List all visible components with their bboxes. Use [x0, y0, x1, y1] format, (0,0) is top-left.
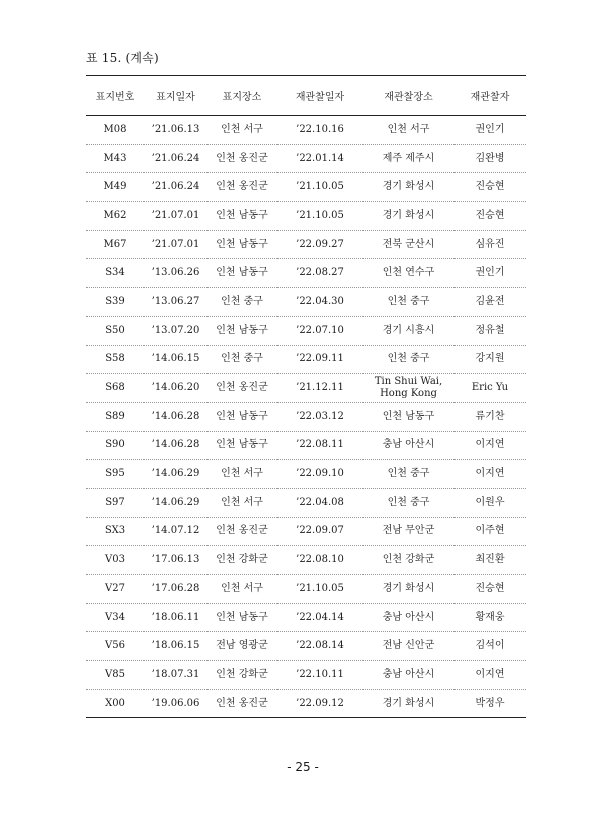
header-resight-location: 재관찰장소 [363, 76, 454, 116]
band-location-cell: 인천 옹진군 [207, 517, 277, 546]
observer-cell: 김윤전 [454, 288, 526, 317]
band-id-cell: S90 [86, 431, 144, 460]
resight-date-cell: ’22.04.14 [277, 603, 363, 632]
band-id-cell: S34 [86, 259, 144, 288]
observer-cell: 진승현 [454, 202, 526, 231]
header-observer: 재관찰자 [454, 76, 526, 116]
band-id-cell: M43 [86, 144, 144, 173]
table-row [86, 546, 526, 575]
band-location-cell: 인천 중구 [207, 288, 277, 317]
observer-cell: 진승현 [454, 575, 526, 604]
band-date-cell: ’13.06.27 [144, 288, 207, 317]
table-caption: 표 15. (계속) [86, 51, 159, 65]
band-id-cell: S58 [86, 345, 144, 374]
observer-cell: 류기찬 [454, 402, 526, 431]
band-id-cell: V85 [86, 661, 144, 690]
resight-location-cell: 인천 중구 [363, 345, 454, 374]
band-location-cell: 인천 옹진군 [207, 689, 277, 718]
resight-date-cell: ’22.09.27 [277, 230, 363, 259]
band-id-cell: M08 [86, 116, 144, 145]
observer-cell: 최진환 [454, 546, 526, 575]
band-location-cell: 인천 남동구 [207, 202, 277, 231]
band-id-cell: S50 [86, 316, 144, 345]
table-header [86, 76, 526, 116]
resight-location-cell: 경기 화성시 [363, 689, 454, 718]
resight-location-cell: 인천 서구 [363, 116, 454, 145]
table-row [86, 575, 526, 604]
resight-location-cell: 충남 아산시 [363, 431, 454, 460]
table-row [86, 460, 526, 489]
resight-date-cell: ’22.01.14 [277, 144, 363, 173]
resight-date-cell: ’22.10.11 [277, 661, 363, 690]
header-row [86, 76, 526, 116]
table-row [86, 517, 526, 546]
band-location-cell: 인천 서구 [207, 460, 277, 489]
band-id-cell: X00 [86, 689, 144, 718]
observer-cell: 김완병 [454, 144, 526, 173]
resight-date-cell: ’21.10.05 [277, 173, 363, 202]
table-row [86, 374, 526, 403]
resight-date-cell: ’22.08.10 [277, 546, 363, 575]
table-row [86, 661, 526, 690]
band-date-cell: ’21.07.01 [144, 202, 207, 231]
band-date-cell: ’13.06.26 [144, 259, 207, 288]
resight-location-cell: 충남 아산시 [363, 603, 454, 632]
resight-location-cell: 제주 제주시 [363, 144, 454, 173]
band-date-cell: ’21.07.01 [144, 230, 207, 259]
band-location-cell: 인천 강화군 [207, 546, 277, 575]
table-row [86, 603, 526, 632]
resight-date-cell: ’22.08.11 [277, 431, 363, 460]
band-date-cell: ’14.07.12 [144, 517, 207, 546]
band-date-cell: ’18.06.15 [144, 632, 207, 661]
resight-date-cell: ’21.10.05 [277, 575, 363, 604]
table-row [86, 173, 526, 202]
table-row [86, 345, 526, 374]
page-number: - 25 - [287, 760, 319, 774]
band-location-cell: 인천 남동구 [207, 603, 277, 632]
band-location-cell: 인천 중구 [207, 345, 277, 374]
resight-date-cell: ’22.10.16 [277, 116, 363, 145]
band-date-cell: ’18.07.31 [144, 661, 207, 690]
header-resight-date: 재관찰일자 [277, 76, 363, 116]
band-location-cell: 인천 남동구 [207, 230, 277, 259]
resight-location-cell: 인천 연수구 [363, 259, 454, 288]
resight-date-cell: ’22.09.11 [277, 345, 363, 374]
band-id-cell: S97 [86, 488, 144, 517]
resight-location-cell: 경기 화성시 [363, 575, 454, 604]
band-date-cell: ’14.06.28 [144, 402, 207, 431]
band-location-cell: 인천 남동구 [207, 259, 277, 288]
band-id-cell: M49 [86, 173, 144, 202]
band-location-cell: 인천 서구 [207, 116, 277, 145]
observer-cell: 정유철 [454, 316, 526, 345]
table-row [86, 488, 526, 517]
resight-location-cell: 전북 군산시 [363, 230, 454, 259]
observer-cell: Eric Yu [454, 374, 526, 403]
header-band-location: 표지장소 [207, 76, 277, 116]
band-date-cell: ’17.06.28 [144, 575, 207, 604]
resight-location-cell: 경기 화성시 [363, 202, 454, 231]
resight-date-cell: ’22.04.08 [277, 488, 363, 517]
band-date-cell: ’14.06.15 [144, 345, 207, 374]
band-location-cell: 인천 옹진군 [207, 173, 277, 202]
band-date-cell: ’13.07.20 [144, 316, 207, 345]
band-id-cell: V34 [86, 603, 144, 632]
resight-date-cell: ’22.08.27 [277, 259, 363, 288]
table-row [86, 230, 526, 259]
band-date-cell: ’21.06.13 [144, 116, 207, 145]
band-location-cell: 인천 서구 [207, 488, 277, 517]
resight-date-cell: ’22.03.12 [277, 402, 363, 431]
band-id-cell: V56 [86, 632, 144, 661]
resight-location-cell: 인천 강화군 [363, 546, 454, 575]
resight-location-cell: 경기 화성시 [363, 173, 454, 202]
table-body [86, 116, 526, 718]
band-date-cell: ’14.06.28 [144, 431, 207, 460]
band-location-cell: 인천 서구 [207, 575, 277, 604]
table-row [86, 632, 526, 661]
band-location-cell: 인천 남동구 [207, 316, 277, 345]
band-id-cell: V27 [86, 575, 144, 604]
table-row [86, 116, 526, 145]
band-id-cell: S89 [86, 402, 144, 431]
resight-location-cell: 전남 무안군 [363, 517, 454, 546]
band-date-cell: ’14.06.29 [144, 488, 207, 517]
resight-date-cell: ’22.07.10 [277, 316, 363, 345]
observer-cell: 심유진 [454, 230, 526, 259]
band-id-cell: V03 [86, 546, 144, 575]
resight-location-cell: 인천 중구 [363, 288, 454, 317]
resight-date-cell: ’21.12.11 [277, 374, 363, 403]
band-date-cell: ’21.06.24 [144, 144, 207, 173]
band-location-cell: 인천 옹진군 [207, 374, 277, 403]
band-date-cell: ’19.06.06 [144, 689, 207, 718]
band-date-cell: ’18.06.11 [144, 603, 207, 632]
band-id-cell: M62 [86, 202, 144, 231]
observer-cell: 황재웅 [454, 603, 526, 632]
observer-cell: 이원우 [454, 488, 526, 517]
table-row [86, 402, 526, 431]
table-row [86, 288, 526, 317]
resight-location-cell: 인천 중구 [363, 460, 454, 489]
observer-cell: 권인기 [454, 116, 526, 145]
band-id-cell: M67 [86, 230, 144, 259]
table-row [86, 259, 526, 288]
resight-location-cell: 전남 신안군 [363, 632, 454, 661]
band-date-cell: ’14.06.20 [144, 374, 207, 403]
observer-cell: 이지연 [454, 661, 526, 690]
observer-cell: 이지연 [454, 460, 526, 489]
table-row [86, 431, 526, 460]
table-row [86, 144, 526, 173]
resight-date-cell: ’22.09.12 [277, 689, 363, 718]
resight-location-cell: 인천 중구 [363, 488, 454, 517]
band-id-cell: S39 [86, 288, 144, 317]
header-band-id: 표지번호 [86, 76, 144, 116]
band-id-cell: S68 [86, 374, 144, 403]
band-location-cell: 인천 옹진군 [207, 144, 277, 173]
band-id-cell: SX3 [86, 517, 144, 546]
resight-date-cell: ’22.04.30 [277, 288, 363, 317]
observer-cell: 박정우 [454, 689, 526, 718]
resight-location-cell: 충남 아산시 [363, 661, 454, 690]
header-band-date: 표지일자 [144, 76, 207, 116]
band-location-cell: 전남 영광군 [207, 632, 277, 661]
resight-date-cell: ’22.09.07 [277, 517, 363, 546]
table-row [86, 202, 526, 231]
table-row [86, 689, 526, 718]
band-date-cell: ’14.06.29 [144, 460, 207, 489]
table-row [86, 316, 526, 345]
observer-cell: 이주현 [454, 517, 526, 546]
band-location-cell: 인천 남동구 [207, 402, 277, 431]
resight-date-cell: ’22.08.14 [277, 632, 363, 661]
banding-resighting-table [86, 75, 526, 718]
observer-cell: 김석이 [454, 632, 526, 661]
resight-date-cell: ’22.09.10 [277, 460, 363, 489]
resight-location-cell: Tin Shui Wai, Hong Kong [363, 374, 454, 403]
observer-cell: 권인기 [454, 259, 526, 288]
observer-cell: 이지연 [454, 431, 526, 460]
band-date-cell: ’21.06.24 [144, 173, 207, 202]
band-location-cell: 인천 남동구 [207, 431, 277, 460]
observer-cell: 진승현 [454, 173, 526, 202]
band-location-cell: 인천 강화군 [207, 661, 277, 690]
observer-cell: 강지원 [454, 345, 526, 374]
band-id-cell: S95 [86, 460, 144, 489]
resight-location-cell: 경기 시흥시 [363, 316, 454, 345]
resight-location-cell: 인천 남동구 [363, 402, 454, 431]
resight-date-cell: ’21.10.05 [277, 202, 363, 231]
band-date-cell: ’17.06.13 [144, 546, 207, 575]
